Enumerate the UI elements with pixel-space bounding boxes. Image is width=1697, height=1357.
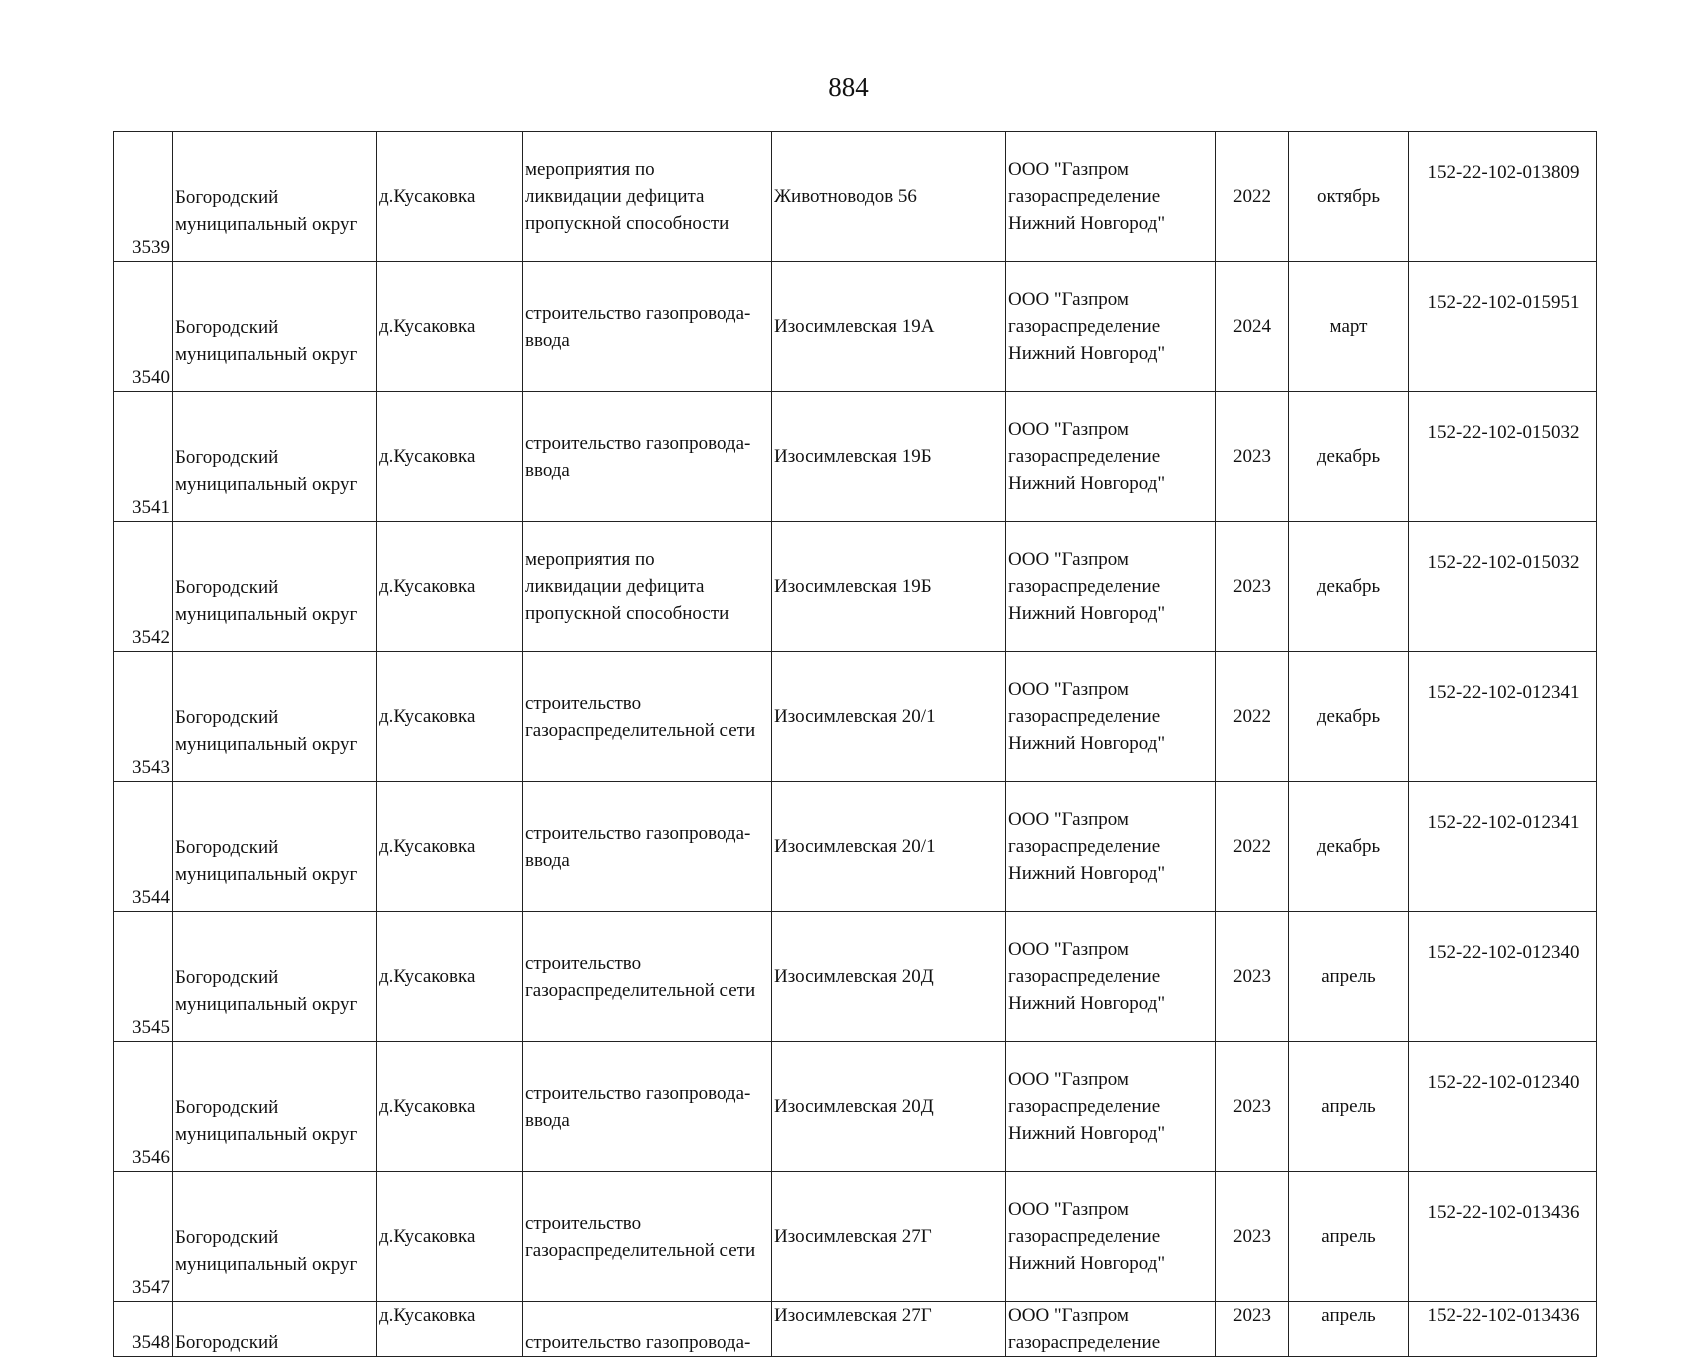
address-cell: Изосимлевская 20/1 <box>772 782 1006 912</box>
registration-number-cell: 152-22-102-012340 <box>1409 912 1597 1042</box>
settlement-cell: д.Кусаковка <box>377 262 523 392</box>
registration-number-cell: 152-22-102-015032 <box>1409 392 1597 522</box>
settlement-cell: д.Кусаковка <box>377 652 523 782</box>
table-row <box>114 652 1597 782</box>
registration-number-cell: 152-22-102-013436 <box>1409 1172 1597 1302</box>
row-number-cell: 3545 <box>114 912 173 1042</box>
district-cell: Богородский муниципальный округ <box>173 132 377 262</box>
row-number-cell: 3540 <box>114 262 173 392</box>
organization-cell: ООО "Газпром газораспределение Нижний Новгород" <box>1006 522 1216 652</box>
settlement-cell: д.Кусаковка <box>377 522 523 652</box>
registration-number-cell: 152-22-102-012341 <box>1409 782 1597 912</box>
year-cell: 2023 <box>1216 1172 1289 1302</box>
row-number-cell: 3542 <box>114 522 173 652</box>
month-cell: декабрь <box>1289 392 1409 522</box>
district-cell: Богородский муниципальный округ <box>173 782 377 912</box>
month-cell: октябрь <box>1289 132 1409 262</box>
settlement-cell: д.Кусаковка <box>377 392 523 522</box>
district-cell: Богородский муниципальный округ <box>173 522 377 652</box>
organization-cell: ООО "Газпром газораспределение Нижний Новгород" <box>1006 262 1216 392</box>
row-number-cell: 3547 <box>114 1172 173 1302</box>
year-cell: 2023 <box>1216 1042 1289 1172</box>
table-row <box>114 1042 1597 1172</box>
work-type-cell: строительство газораспределительной сети <box>523 912 772 1042</box>
settlement-cell: д.Кусаковка <box>377 132 523 262</box>
district-cell: Богородский <box>173 1302 377 1357</box>
row-number-cell: 3544 <box>114 782 173 912</box>
work-type-cell: строительство газораспределительной сети <box>523 652 772 782</box>
address-cell: Изосимлевская 19А <box>772 262 1006 392</box>
organization-cell: ООО "Газпром газораспределение <box>1006 1302 1216 1357</box>
district-cell: Богородский муниципальный округ <box>173 912 377 1042</box>
month-cell: декабрь <box>1289 652 1409 782</box>
table-row <box>114 782 1597 912</box>
settlement-cell: д.Кусаковка <box>377 1172 523 1302</box>
work-type-cell: строительство газораспределительной сети <box>523 1172 772 1302</box>
organization-cell: ООО "Газпром газораспределение Нижний Новгород" <box>1006 1042 1216 1172</box>
registration-number-cell: 152-22-102-012341 <box>1409 652 1597 782</box>
district-cell: Богородский муниципальный округ <box>173 262 377 392</box>
settlement-cell: д.Кусаковка <box>377 782 523 912</box>
year-cell: 2023 <box>1216 912 1289 1042</box>
address-cell: Изосимлевская 20Д <box>772 912 1006 1042</box>
registration-number-cell: 152-22-102-015951 <box>1409 262 1597 392</box>
year-cell: 2022 <box>1216 132 1289 262</box>
row-number-cell: 3539 <box>114 132 173 262</box>
month-cell: декабрь <box>1289 522 1409 652</box>
table-row <box>114 132 1597 262</box>
work-type-cell: строительство газопровода- ввода <box>523 392 772 522</box>
table-row <box>114 912 1597 1042</box>
address-cell: Изосимлевская 19Б <box>772 522 1006 652</box>
month-cell: март <box>1289 262 1409 392</box>
table-row <box>114 392 1597 522</box>
settlement-cell: д.Кусаковка <box>377 912 523 1042</box>
year-cell: 2022 <box>1216 782 1289 912</box>
work-type-cell: мероприятия по ликвидации дефицита пропускной способности <box>523 522 772 652</box>
registration-number-cell: 152-22-102-013436 <box>1409 1302 1597 1357</box>
year-cell: 2023 <box>1216 522 1289 652</box>
month-cell: декабрь <box>1289 782 1409 912</box>
organization-cell: ООО "Газпром газораспределение Нижний Новгород" <box>1006 652 1216 782</box>
address-cell: Изосимлевская 20Д <box>772 1042 1006 1172</box>
settlement-cell: д.Кусаковка <box>377 1042 523 1172</box>
registration-number-cell: 152-22-102-012340 <box>1409 1042 1597 1172</box>
organization-cell: ООО "Газпром газораспределение Нижний Новгород" <box>1006 392 1216 522</box>
address-cell: Изосимлевская 27Г <box>772 1172 1006 1302</box>
work-type-cell: мероприятия по ликвидации дефицита пропускной способности <box>523 132 772 262</box>
district-cell: Богородский муниципальный округ <box>173 1042 377 1172</box>
year-cell: 2023 <box>1216 392 1289 522</box>
table-row <box>114 522 1597 652</box>
work-type-cell: строительство газопровода- <box>523 1302 772 1357</box>
gasification-registry-table <box>113 131 1597 1357</box>
registration-number-cell: 152-22-102-015032 <box>1409 522 1597 652</box>
organization-cell: ООО "Газпром газораспределение Нижний Новгород" <box>1006 132 1216 262</box>
organization-cell: ООО "Газпром газораспределение Нижний Новгород" <box>1006 782 1216 912</box>
row-number-cell: 3548 <box>114 1302 173 1357</box>
year-cell: 2024 <box>1216 262 1289 392</box>
row-number-cell: 3543 <box>114 652 173 782</box>
month-cell: апрель <box>1289 1302 1409 1357</box>
settlement-cell: д.Кусаковка <box>377 1302 523 1357</box>
work-type-cell: строительство газопровода- ввода <box>523 1042 772 1172</box>
month-cell: апрель <box>1289 1042 1409 1172</box>
organization-cell: ООО "Газпром газораспределение Нижний Новгород" <box>1006 912 1216 1042</box>
year-cell: 2023 <box>1216 1302 1289 1357</box>
row-number-cell: 3546 <box>114 1042 173 1172</box>
work-type-cell: строительство газопровода- ввода <box>523 782 772 912</box>
organization-cell: ООО "Газпром газораспределение Нижний Новгород" <box>1006 1172 1216 1302</box>
work-type-cell: строительство газопровода- ввода <box>523 262 772 392</box>
month-cell: апрель <box>1289 1172 1409 1302</box>
district-cell: Богородский муниципальный округ <box>173 392 377 522</box>
registration-number-cell: 152-22-102-013809 <box>1409 132 1597 262</box>
table-row <box>114 262 1597 392</box>
page-number: 884 <box>828 72 869 102</box>
address-cell: Изосимлевская 19Б <box>772 392 1006 522</box>
address-cell: Изосимлевская 20/1 <box>772 652 1006 782</box>
address-cell: Животноводов 56 <box>772 132 1006 262</box>
table-row <box>114 1172 1597 1302</box>
address-cell: Изосимлевская 27Г <box>772 1302 1006 1357</box>
row-number-cell: 3541 <box>114 392 173 522</box>
district-cell: Богородский муниципальный округ <box>173 652 377 782</box>
table-row <box>114 1302 1597 1357</box>
district-cell: Богородский муниципальный округ <box>173 1172 377 1302</box>
month-cell: апрель <box>1289 912 1409 1042</box>
year-cell: 2022 <box>1216 652 1289 782</box>
